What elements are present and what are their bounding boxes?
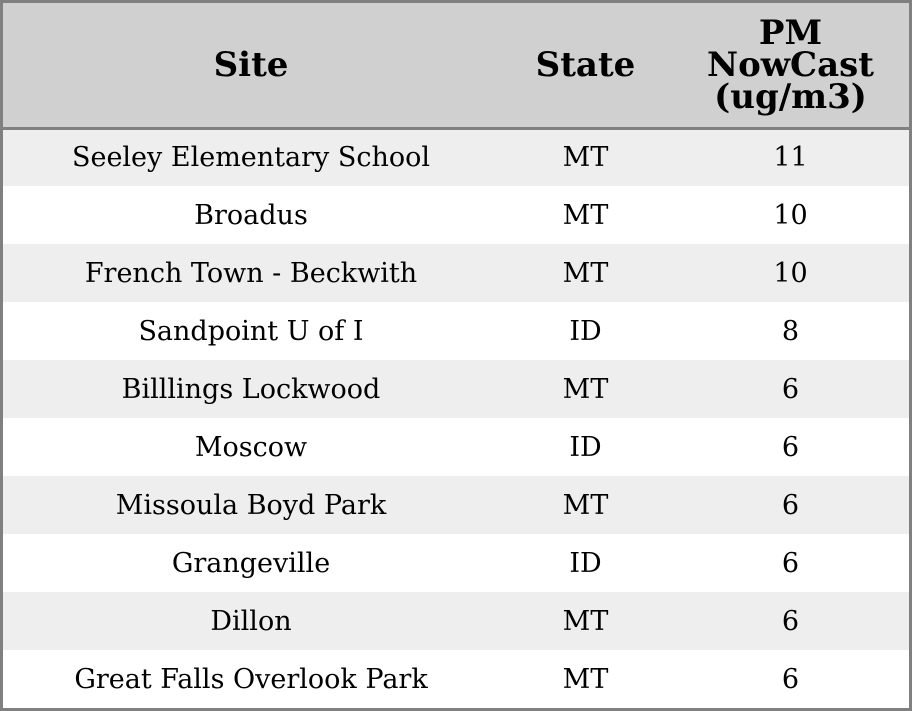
- cell-state: MT: [562, 605, 609, 637]
- cell-state: MT: [562, 142, 609, 174]
- cell-state: ID: [569, 547, 602, 579]
- cell-site: Moscow: [194, 431, 308, 463]
- pm-nowcast-table: [3, 3, 909, 708]
- cell-site: Billlings Lockwood: [121, 373, 381, 405]
- cell-site: Grangeville: [171, 547, 331, 579]
- table-row: [3, 650, 909, 708]
- header-state: [499, 3, 672, 128]
- header-pm-line1: PM: [758, 12, 823, 53]
- table-row: [3, 128, 909, 186]
- cell-state: MT: [562, 489, 609, 521]
- cell-pm: 11: [773, 142, 808, 174]
- cell-pm: 6: [781, 605, 800, 637]
- cell-state: MT: [562, 199, 609, 231]
- cell-site: French Town - Beckwith: [84, 257, 418, 289]
- cell-pm: 10: [773, 199, 808, 231]
- cell-pm: 8: [781, 315, 800, 347]
- header-pm-line2: NowCast: [707, 44, 874, 85]
- header-site: [3, 3, 499, 128]
- table-row: [3, 360, 909, 418]
- table-row: [3, 534, 909, 592]
- cell-pm: 10: [773, 257, 808, 289]
- cell-site: Dillon: [210, 605, 292, 637]
- cell-state: MT: [562, 373, 609, 405]
- table-row: [3, 592, 909, 650]
- header-pm-nowcast: [672, 3, 909, 128]
- cell-state: MT: [562, 257, 609, 289]
- header-row: [3, 3, 909, 128]
- table-row: [3, 418, 909, 476]
- cell-pm: 6: [781, 489, 800, 521]
- table-row: [3, 244, 909, 302]
- header-site-label: Site: [213, 44, 289, 85]
- cell-site: Sandpoint U of I: [138, 315, 364, 347]
- cell-site: Broadus: [194, 199, 308, 231]
- table-row: [3, 186, 909, 244]
- header-pm-line3: (ug/m3): [714, 76, 867, 117]
- cell-site: Seeley Elementary School: [71, 142, 431, 174]
- cell-pm: 6: [781, 663, 800, 695]
- cell-site: Missoula Boyd Park: [115, 489, 387, 521]
- table-header: [3, 3, 909, 128]
- header-state-label: State: [535, 44, 636, 85]
- cell-pm: 6: [781, 547, 800, 579]
- cell-state: ID: [569, 315, 602, 347]
- table-row: [3, 476, 909, 534]
- cell-pm: 6: [781, 373, 800, 405]
- table-body: [3, 128, 909, 708]
- cell-pm: 6: [781, 431, 800, 463]
- cell-state: ID: [569, 431, 602, 463]
- cell-state: MT: [562, 663, 609, 695]
- table-row: [3, 302, 909, 360]
- cell-site: Great Falls Overlook Park: [74, 663, 428, 695]
